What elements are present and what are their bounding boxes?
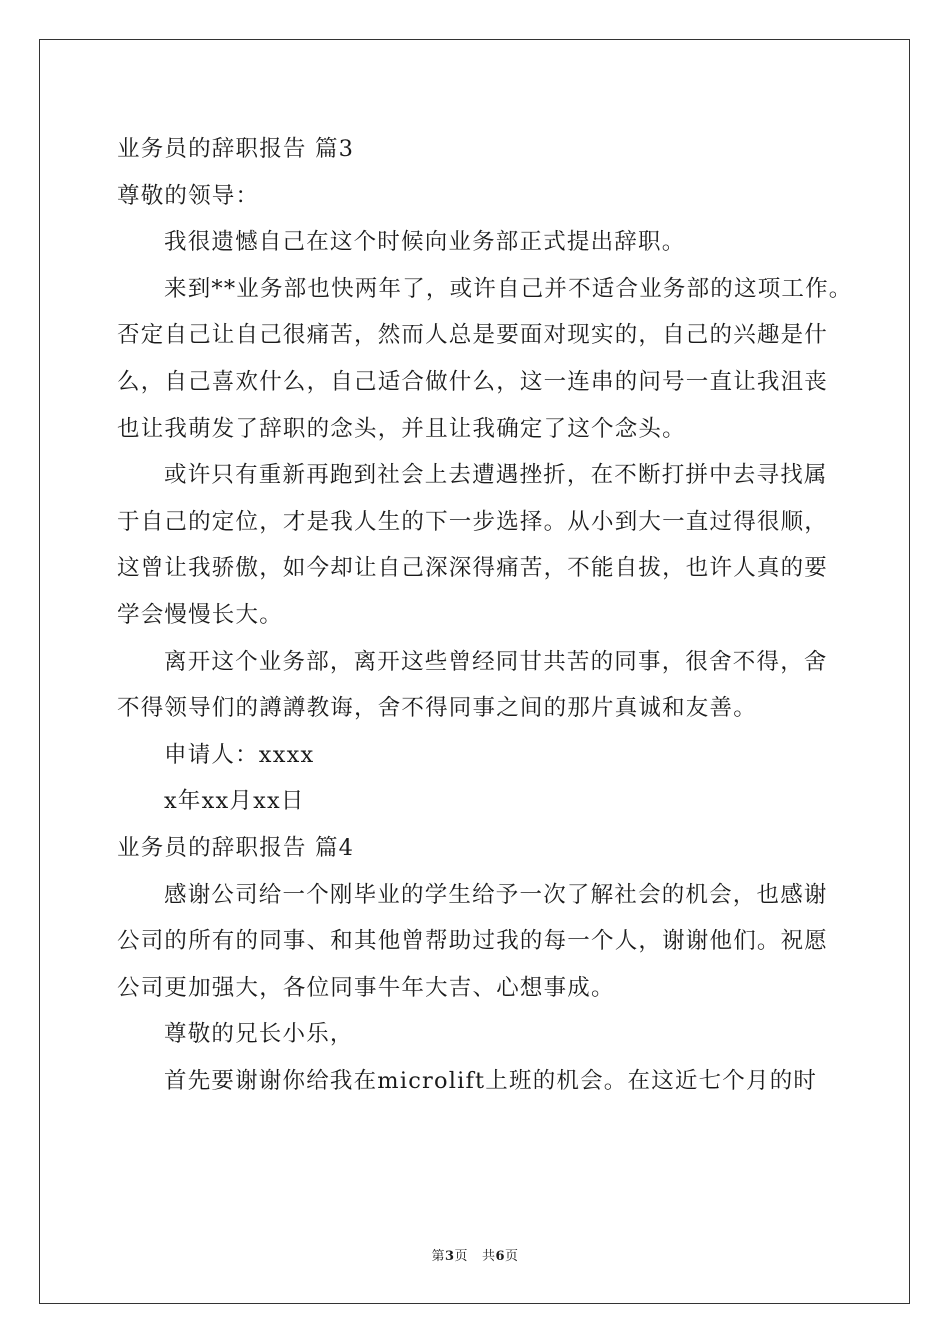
text-line: 学会慢慢长大。 (117, 601, 283, 628)
text-line: 业务员的辞职报告 篇3 (117, 136, 355, 162)
total-label-suffix: 页 (505, 1249, 519, 1264)
text-line: 感谢公司给一个刚毕业的学生给予一次了解社会的机会，也感谢 (164, 881, 828, 908)
text-line: 尊敬的兄长小乐， (164, 1021, 354, 1048)
page-label-prefix: 第 (431, 1249, 445, 1264)
text-line: 我很遗憾自己在这个时候向业务部正式提出辞职。 (164, 229, 686, 256)
text-line: 首先要谢谢你给我在microlift上班的机会。在这近七个月的时 (164, 1067, 818, 1094)
page-label-suffix: 页 (454, 1249, 469, 1264)
text-line: 业务员的辞职报告 篇4 (117, 834, 355, 861)
text-line: x年xx月xx日 (164, 788, 305, 815)
text-line: 尊敬的领导： (117, 182, 260, 209)
text-line: 也让我萌发了辞职的念头，并且让我确定了这个念头。 (117, 415, 686, 442)
text-line: 离开这个业务部，离开这些曾经同甘共苦的同事，很舍不得，舍 (164, 648, 828, 675)
total-label-prefix: 共 (481, 1249, 496, 1264)
text-line: 来到**业务部也快两年了，或许自己并不适合业务部的这项工作。 (164, 275, 853, 302)
total-pages: 6 (495, 1249, 506, 1264)
text-line: 么，自己喜欢什么，自己适合做什么，这一连串的问号一直让我沮丧 (117, 368, 829, 395)
page-number: 3 (444, 1249, 455, 1264)
text-line: 公司更加强大，各位同事牛年大吉、心想事成。 (117, 974, 615, 1001)
page-footer (0, 1245, 950, 1264)
text-line: 不得领导们的譐譐教诲，舍不得同事之间的那片真诚和友善。 (117, 695, 757, 722)
document-body (117, 126, 853, 1104)
text-line: 这曾让我骄傲，如今却让自己深深得痛苦，不能自拔，也许人真的要 (117, 555, 829, 582)
text-line: 否定自己让自己很痛苦，然而人总是要面对现实的，自己的兴趣是什 (117, 322, 829, 349)
text-line: 或许只有重新再跑到社会上去遭遇挫折，在不断打拼中去寻找属 (164, 462, 828, 489)
text-line: 于自己的定位，才是我人生的下一步选择。从小到大一直过得很顺， (117, 508, 829, 535)
text-line: 申请人：xxxx (164, 741, 315, 768)
text-line: 公司的所有的同事、和其他曾帮助过我的每一个人，谢谢他们。祝愿 (117, 928, 829, 955)
